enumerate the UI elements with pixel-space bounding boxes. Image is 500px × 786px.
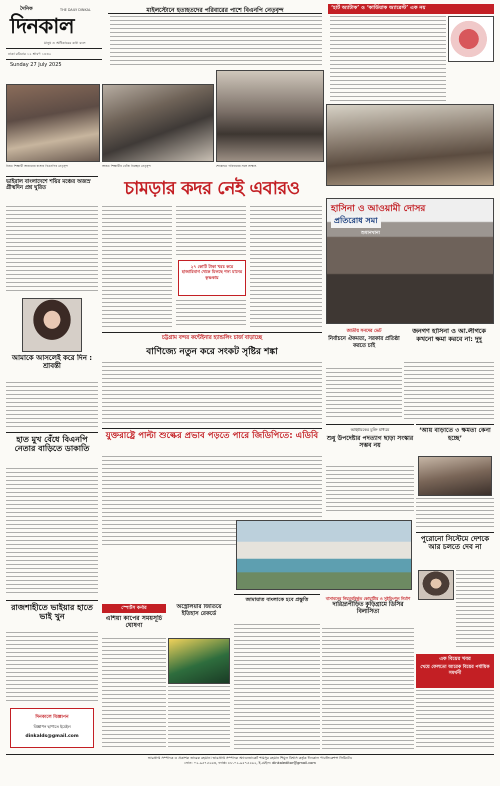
kurigram-kicker: বাসাবনের নিয়মবহির্ভূত কোয়ার্টার ও সুইমিংপুল নির্মাণ: [325, 596, 411, 601]
main-headline: চামড়ার কদর নেই এবারও: [124, 178, 300, 199]
photo-caption-3: শোকাহত পরিবারের সঙ্গে সাক্ষাৎ: [216, 164, 257, 168]
reform-body: [326, 466, 414, 514]
footer-line-2: ফোন: ০২-৯৫৭৫২৬৩, ফ্যাক্স: ৮৮-০২-৯৫৭৫২৬২, ই-মেইল: dinkaleditor@gmail.com: [184, 761, 316, 765]
national-body: [326, 368, 402, 420]
old-system-story: পুরোনো সিস্টেমে দেশকে আর চলতে দেব না: [416, 532, 494, 568]
lead-kicker: মাইলস্টোনে হতাহতদের পরিবারের পাশে বিএনপি নেতৃবৃন্দ: [108, 4, 322, 14]
health-title: ‘হার্ট অ্যাটাক’ ও ‘কার্ডিয়াক অ্যারেস্ট’ এক নয়: [328, 4, 494, 14]
sports-title-1: এশিয়া কাপের সময়সূচি ঘোষণা: [105, 615, 163, 630]
wedding-story: [416, 654, 494, 688]
quote-box: ‘আয় বাড়াতে ৩ ক্ষমতা কেনা হচ্ছে’: [416, 424, 494, 454]
photo-caption-1: নিহত শিক্ষার্থী আয়ানের বাসায় বিএনপির নেতৃবৃন্দ: [6, 164, 69, 168]
left-story-body: [6, 206, 98, 294]
robbery-title: হাত মুখ বেঁধে বিএনপি নেতার বাড়িতে ডাকাতি: [6, 432, 98, 466]
national-title: নির্বাচনে ঐকমত্য, সরকার প্রতিষ্ঠা করতে চাই: [328, 336, 400, 349]
left-story-title: ভাইরাল বাংলাদেশে শয়ির মঞ্চের অজস্র গ্রীষ্মদিন প্রশ্ন ঘুরিত: [6, 176, 98, 204]
old-system-photo: [418, 570, 454, 600]
issue-date: Sunday 27 July 2025: [10, 62, 62, 68]
jamaat-story: জামায়াত বাংলাকে হবে প্রস্তুতি: [234, 594, 320, 622]
quote-body: [416, 498, 494, 528]
kurigram-photo: [236, 520, 412, 590]
issue-meta: ঢাকা রবিবার ১২ শ্রাবণ ১৪৩২: [8, 52, 52, 56]
rajshahi-body: [6, 632, 98, 704]
dudu-body: [404, 362, 494, 422]
wedding-title: খেয়ে ফেলতো আরেক বিয়ের পর্যায়িক সমর্থনী: [420, 665, 490, 676]
ad-line-1: দিনকালে বিজ্ঞাপন: [35, 715, 69, 720]
sports-body-1: [102, 638, 166, 750]
lead-body-text: [110, 16, 322, 68]
wedding-body: [416, 690, 494, 750]
sports-title-2: অস্ট্রেলিয়ার জিতিয়ে ইতিহাস রেকর্ডে: [176, 604, 222, 617]
main-col-1: [102, 206, 172, 328]
port-kicker: চট্টগ্রাম বন্দর কন্টেইনার হ্যান্ডলিং চার্জ বাড়াচ্ছে: [162, 335, 262, 341]
port-body: [102, 362, 322, 424]
footer: [6, 756, 494, 782]
main-inset: ২৭ কোটি টাকা খরচ করে হাজারিবাগ থেকে মিলছে শস্য মানের কৃষ্ণকায়: [178, 260, 246, 296]
ad-email: dinkalds@gmail.com: [25, 734, 79, 739]
jamaat-body: [234, 624, 320, 750]
slogan: মানুষ ও অধিকারের কথা বলে: [44, 41, 86, 45]
actress-title: আমাকে আসলেই করে দিন : শ্রাবন্তী: [11, 354, 93, 370]
logo: দিনকাল: [10, 14, 75, 38]
logo-small: দৈনিক: [20, 6, 33, 12]
main-col-2: [176, 206, 246, 258]
port-story: [102, 332, 322, 360]
footer-line-1: ভারপ্রাপ্ত সম্পাদক ও প্রকাশক তারেক রহমান। ভারপ্রাপ্ত সম্পাদক অ্যাডভোকেট শামসুর রহমান শিমুল বিশ্বাস কর্তৃক দিনকাল পাবলিকেশন্স লিমিটেড: [147, 756, 353, 760]
main-col-3: [250, 206, 322, 328]
lead-photo-4: [326, 104, 494, 186]
sports-photo: [168, 638, 230, 684]
banner-line-1: হাসিনা ও আওয়ামী দোসর: [331, 204, 426, 214]
main-col-2b: [176, 300, 246, 328]
photo-caption-2: আহত শিক্ষার্থীর খোঁজ নিচ্ছেন নেতৃবৃন্দ: [102, 164, 151, 168]
kurigram-story: [322, 596, 414, 626]
quote-photo: [418, 456, 492, 496]
reform-kicker: আহ্বায়কের চুক্তি মাধ্যমে: [350, 427, 390, 432]
ad-line-2: বিজ্ঞাপন ছাপাতে ইমেইল: [33, 724, 71, 729]
kurigram-title: দারিদ্র্যপীড়িত কুড়িগ্রামে ডিসির বিলাসিতা: [332, 602, 404, 615]
old-system-body: [456, 570, 494, 650]
kurigram-body: [322, 628, 414, 750]
banner-line-2: প্রতিরোধ সমা: [331, 215, 381, 228]
wedding-kicker: এক বিয়ের খবর: [439, 656, 471, 662]
ad-box: [10, 708, 94, 748]
rajshahi-title: রাজশাহীতে ভাইয়ার হাতে ভাই খুন: [6, 600, 98, 630]
banner-line-3: শুমানখানা: [361, 231, 381, 236]
port-title: বাণিজ্যে নতুন করে সংকট সৃষ্টির শঙ্কা: [146, 347, 278, 357]
dudu-story: জনগণ হাসিনা ও আ.লীগকে কখনো ক্ষমা করবে না: দুদু: [412, 328, 486, 343]
robbery-body: [6, 468, 98, 596]
national-kicker: জাতীয় সনদের ভেট: [346, 329, 382, 334]
lead-photo-3: [216, 70, 324, 162]
reform-title: শুধু উপদেষ্টার পদত্যাগ ছাড়া সংস্কার সম্ভব নয়: [326, 435, 414, 450]
actress-body: [6, 382, 98, 428]
protest-photo: [326, 198, 494, 324]
logo-english: THE DAILY DINKAL: [60, 8, 91, 12]
reform-story: [326, 424, 414, 464]
national-story: [326, 328, 402, 368]
lead-photo-1: [6, 84, 100, 162]
masthead: [6, 4, 104, 86]
heart-illustration: [448, 16, 494, 62]
lead-photo-2: [102, 84, 214, 162]
sports-body-2: [168, 686, 230, 750]
sports-kicker: স্পোর্টস কর্নার: [102, 604, 166, 613]
tariff-story: যুক্তরাষ্ট্রে পাল্টা শুল্কের প্রভাব পড়তে পারে জিডিপিতে: এডিবি: [102, 428, 322, 454]
actress-photo: [22, 298, 82, 352]
health-body-text: [330, 16, 446, 102]
